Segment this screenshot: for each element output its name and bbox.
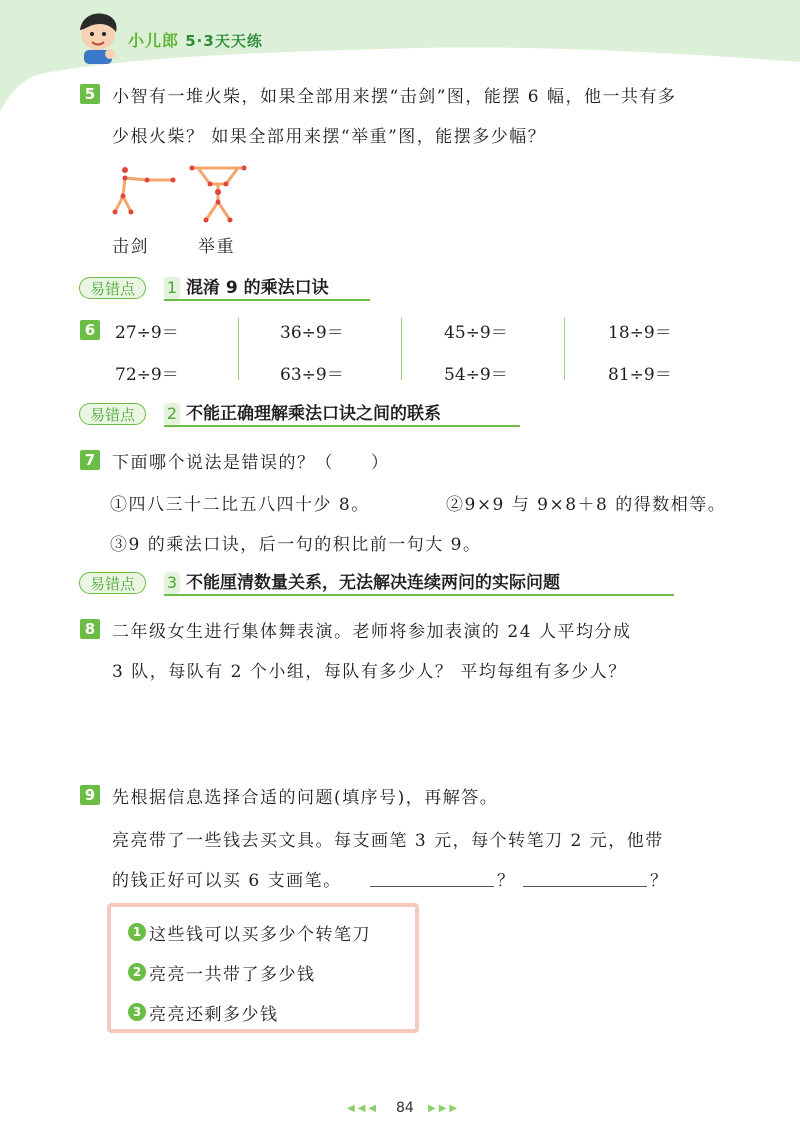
- error-point-number-3: 3: [164, 572, 180, 594]
- error-point-badge-2: 易错点: [79, 403, 146, 425]
- error-point-title-3: 不能厘清数量关系，无法解决连续两问的实际问题: [186, 573, 560, 593]
- error-point-number-2: 2: [164, 403, 180, 425]
- calc-3: 45÷9＝: [444, 323, 508, 343]
- section-underline: [164, 299, 370, 301]
- calc-6: 63÷9＝: [280, 365, 344, 385]
- choice-number-2: 2: [128, 963, 146, 981]
- calc-7: 54÷9＝: [444, 365, 508, 385]
- q9-info-line-1: 亮亮带了一些钱去买文具。每支画笔 3 元，每个转笔刀 2 元，他带: [112, 831, 664, 851]
- error-point-badge-1: 易错点: [79, 277, 146, 299]
- footer-left-arrows: ◀◀◀: [347, 1103, 380, 1114]
- choice-text-3: 亮亮还剩多少钱: [149, 1005, 279, 1025]
- error-point-number-1: 1: [164, 277, 180, 299]
- section-underline: [164, 594, 674, 596]
- brand-series: 5·3天天练: [185, 32, 263, 50]
- question-mark-1: ？: [497, 871, 516, 891]
- error-point-title-1: 混淆 9 的乘法口诀: [186, 278, 329, 298]
- section-underline: [164, 425, 520, 427]
- column-divider: [564, 318, 565, 380]
- question-number-9: 9: [80, 785, 100, 805]
- brand-name: 小儿郎: [128, 31, 180, 50]
- q7-stem: 下面哪个说法是错误的？（ ）: [112, 453, 390, 473]
- choice-text-2: 亮亮一共带了多少钱: [149, 965, 316, 985]
- error-point-badge-3: 易错点: [79, 572, 146, 594]
- q8-line-2: 3 队，每队有 2 个小组，每队有多少人？ 平均每组有多少人？: [112, 662, 627, 682]
- choice-text-1: 这些钱可以买多少个转笔刀: [149, 925, 371, 945]
- q5-line-1: 小智有一堆火柴，如果全部用来摆“击剑”图，能摆 6 幅，他一共有多: [112, 87, 677, 107]
- q5-line-2: 少根火柴？ 如果全部用来摆“举重”图，能摆多少幅？: [112, 127, 547, 147]
- calc-1: 27÷9＝: [115, 323, 179, 343]
- answer-blank-1[interactable]: [370, 886, 494, 887]
- q7-option-1: ①四八三十二比五八四十少 8。: [110, 495, 370, 515]
- footer-right-arrows: ▶▶▶: [428, 1103, 461, 1114]
- calc-4: 18÷9＝: [608, 323, 672, 343]
- calc-8: 81÷9＝: [608, 365, 672, 385]
- choice-number-1: 1: [128, 923, 146, 941]
- question-mark-2: ？: [650, 871, 669, 891]
- page-number: 84: [396, 1100, 414, 1116]
- weightlifting-label: 举重: [198, 237, 235, 257]
- calc-5: 72÷9＝: [115, 365, 179, 385]
- q7-option-2: ②9×9 与 9×8＋8 的得数相等。: [446, 495, 727, 515]
- error-point-title-2: 不能正确理解乘法口诀之间的联系: [186, 404, 441, 424]
- brand-title: [128, 28, 263, 51]
- q9-info-line-2: 的钱正好可以买 6 支画笔。: [112, 871, 342, 891]
- column-divider: [401, 318, 402, 380]
- question-number-8: 8: [80, 619, 100, 639]
- q9-stem: 先根据信息选择合适的问题(填序号)，再解答。: [112, 788, 499, 808]
- q8-line-1: 二年级女生进行集体舞表演。老师将参加表演的 24 人平均分成: [112, 622, 632, 642]
- answer-blank-2[interactable]: [523, 886, 647, 887]
- fencing-matchstick-figure: [105, 162, 185, 222]
- boy-mascot-icon: [70, 10, 126, 66]
- fencing-label: 击剑: [112, 237, 149, 257]
- q7-option-3: ③9 的乘法口诀，后一句的积比前一句大 9。: [110, 535, 482, 555]
- question-number-6: 6: [80, 320, 100, 340]
- choice-number-3: 3: [128, 1003, 146, 1021]
- weightlifting-matchstick-figure: [186, 162, 250, 230]
- calc-2: 36÷9＝: [280, 323, 344, 343]
- question-number-7: 7: [80, 450, 100, 470]
- column-divider: [238, 318, 239, 380]
- question-number-5: 5: [80, 84, 100, 104]
